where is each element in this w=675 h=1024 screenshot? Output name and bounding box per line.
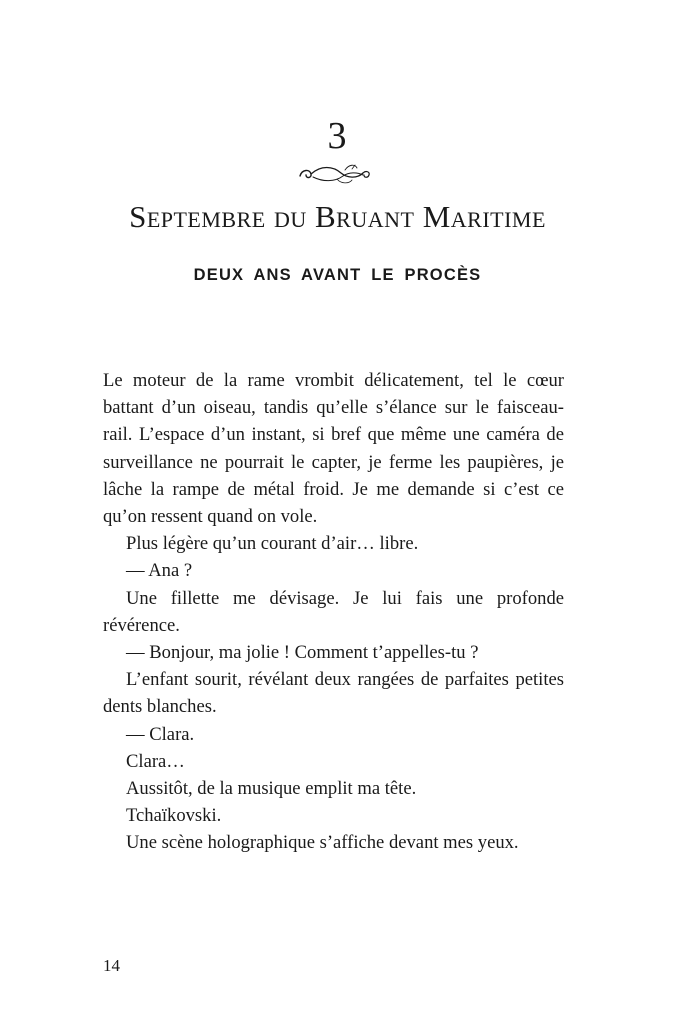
dialogue-line: — Ana ? xyxy=(126,560,193,582)
paragraph: Plus légère qu’un courant d’air… libre. xyxy=(126,533,419,555)
paragraph: Aussitôt, de la musique emplit ma tête. xyxy=(126,778,417,800)
paragraph: Une scène holographique s’affiche devant mes yeux. xyxy=(126,832,519,854)
paragraph: L’enfant sourit, révélant deux rangées de parfaites petites dents blanches. xyxy=(103,669,564,718)
paragraph: Clara… xyxy=(126,750,185,772)
dialogue-line: — Bonjour, ma jolie ! Comment t’appelles-tu ? xyxy=(126,642,479,664)
dialogue-line: — Clara. xyxy=(126,723,195,745)
body-text xyxy=(103,367,564,857)
chapter-number: 3 xyxy=(327,115,348,157)
chapter-title: Septembre du Bruant Maritime xyxy=(129,199,546,234)
paragraph: Tchaïkovski. xyxy=(126,805,222,827)
chapter-subtitle: DEUX ANS AVANT LE PROCÈS xyxy=(193,266,482,284)
flourish-ornament-icon xyxy=(297,160,373,188)
page-number: 14 xyxy=(103,956,120,975)
paragraph: Une fillette me dévisage. Je lui fais une profonde révérence. xyxy=(103,587,564,636)
paragraph: Le moteur de la rame vrombit délicatement, tel le cœur battant d’un oiseau, tandis qu’elle s’élance sur le faisceau-rail. L’espace d’un instant, si bref que même une caméra de surveillance ne pourrait le capter, je ferme les paupières, je lâche la rampe de métal froid. Je me demande si c’est ce qu’on ressent quand on vole. xyxy=(103,370,564,528)
